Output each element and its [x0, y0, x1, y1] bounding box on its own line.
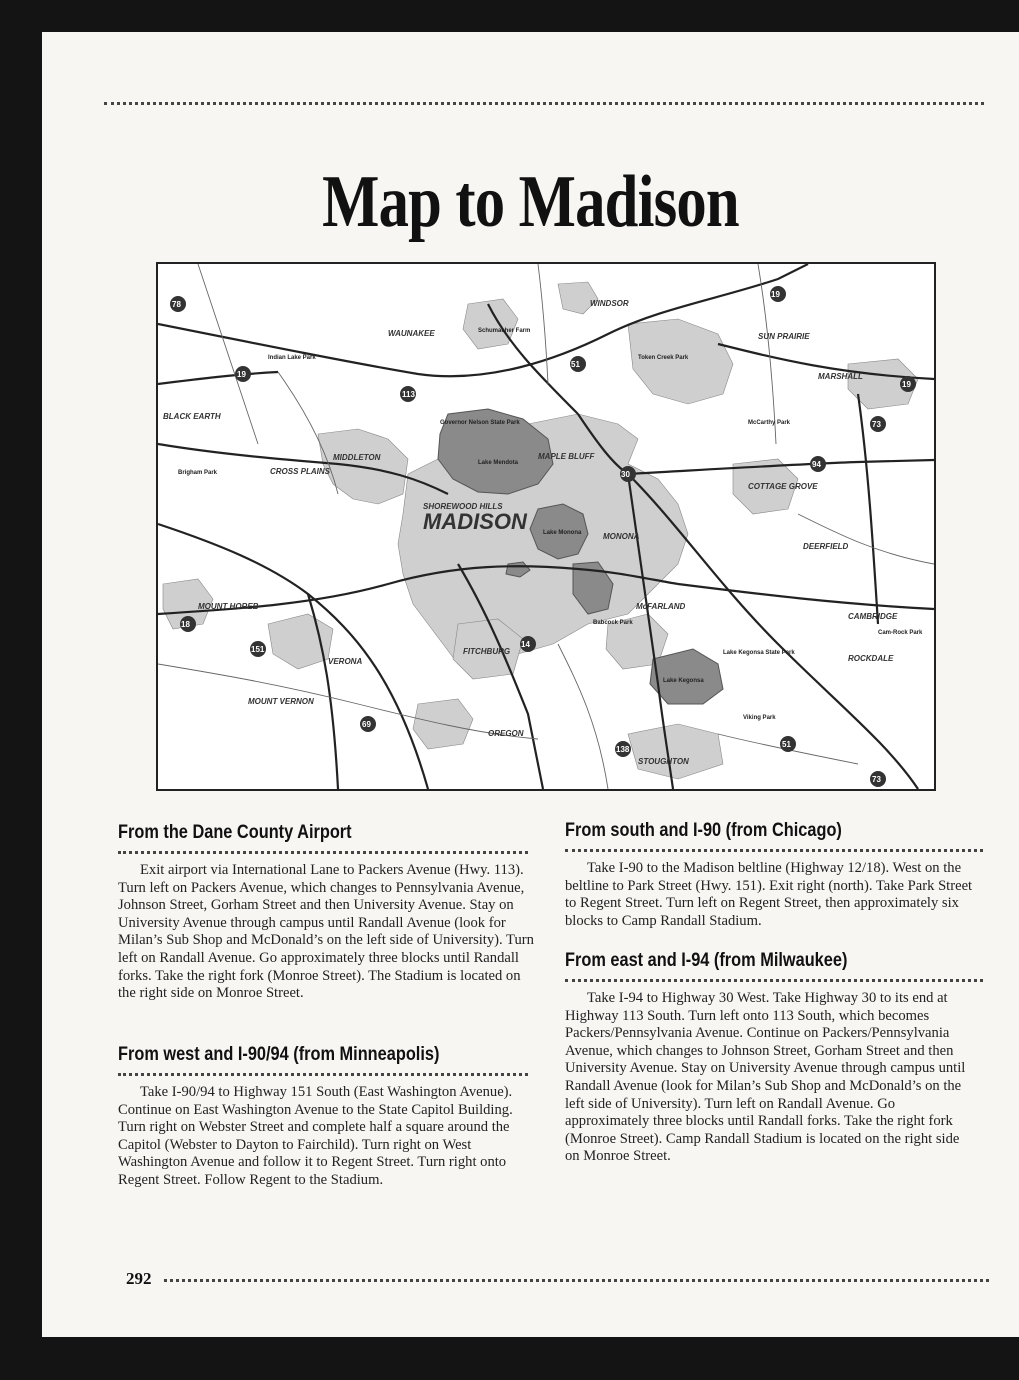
svg-text:94: 94 — [812, 460, 821, 469]
map-label-oregon: OREGON — [488, 729, 524, 738]
road-hwy12-18-east — [678, 584, 934, 609]
road-hwy18-west — [158, 372, 278, 384]
page-title: Map to Madison — [322, 161, 739, 243]
heading-south: From south and I-90 (from Chicago) — [565, 820, 842, 841]
map-label-mcfarland: McFARLAND — [636, 602, 686, 611]
heading-west: From west and I-90/94 (from Minneapolis) — [118, 1044, 440, 1065]
map-label-lake-mendota: Lake Mendota — [478, 460, 519, 466]
map-label-waunakee: WAUNAKEE — [388, 329, 435, 338]
svg-text:19: 19 — [902, 380, 911, 389]
map-label-shorewood-hills: SHOREWOOD HILLS — [423, 502, 503, 511]
sun-prairie-area — [628, 319, 733, 404]
map-label-middleton: MIDDLETON — [333, 453, 381, 462]
windsor-area — [558, 282, 598, 314]
map-label-babcock-park: Babcock Park — [593, 620, 633, 626]
svg-text:14: 14 — [521, 640, 530, 649]
svg-text:19: 19 — [237, 370, 246, 379]
south-directions: Take I-90 to the Madison beltline (Highway 12/18). West on the beltline to Park Street (Hwy. 151). Exit right (north). Take Park Street to Regent Street. Turn left on Regent Street, then approximately six blocks to Camp Randall Stadium. — [565, 860, 973, 929]
map-label-black-earth: BLACK EARTH — [163, 412, 221, 421]
map-label-cam-rock-park: Cam-Rock Park — [878, 630, 923, 636]
svg-text:113: 113 — [402, 390, 415, 399]
map-label-kegonsa-state-park: Lake Kegonsa State Park — [723, 650, 795, 656]
svg-text:30: 30 — [621, 470, 630, 479]
svg-text:73: 73 — [872, 775, 881, 784]
map-label-monona: MONONA — [603, 532, 640, 541]
heading-airport: From the Dane County Airport — [118, 822, 352, 843]
top-dotted-rule — [104, 102, 984, 105]
svg-text:78: 78 — [172, 300, 181, 309]
map-label-rockdale: ROCKDALE — [848, 654, 894, 663]
map-label-maple-bluff: MAPLE BLUFF — [538, 452, 595, 461]
map-label-stoughton: STOUGHTON — [638, 757, 689, 766]
map-label-lake-kegonsa: Lake Kegonsa — [663, 678, 704, 684]
map-label-brigham-park: Brigham Park — [178, 470, 218, 476]
page — [42, 32, 1019, 1337]
map-label-cottage-grove: COTTAGE GROVE — [748, 482, 818, 491]
stoughton-area — [628, 724, 723, 779]
map-label-mount-horeb: MOUNT HOREB — [198, 602, 259, 611]
map-label-token-creek-park: Token Creek Park — [638, 355, 689, 361]
heading-east: From east and I-94 (from Milwaukee) — [565, 950, 848, 971]
map-label-sun-prairie: SUN PRAIRIE — [758, 332, 810, 341]
svg-text:19: 19 — [771, 290, 780, 299]
map-label-mccarthy-park: McCarthy Park — [748, 420, 791, 426]
svg-text:69: 69 — [362, 720, 371, 729]
airport-dotted-rule — [118, 851, 528, 854]
map-label-windsor: WINDSOR — [590, 299, 629, 308]
east-dotted-rule — [565, 979, 983, 982]
map-svg — [158, 264, 934, 789]
svg-text:51: 51 — [571, 360, 580, 369]
map-label-marshall: MARSHALL — [818, 372, 863, 381]
lake-kegonsa — [650, 649, 723, 704]
page-number: 292 — [126, 1269, 152, 1288]
svg-text:151: 151 — [251, 645, 265, 654]
map-label-deerfield: DEERFIELD — [803, 542, 849, 551]
map-label-lake-monona: Lake Monona — [543, 530, 582, 536]
map-label-cross-plains: CROSS PLAINS — [270, 467, 331, 476]
west-dotted-rule — [118, 1073, 528, 1076]
svg-text:138: 138 — [616, 745, 630, 754]
east-directions: Take I-94 to Highway 30 West. Take Highway 30 to its end at Highway 113 South. Turn left onto 113 South, which becomes Packers/Pennsylvania Avenue. Continue on Packers/Pennsylvania Avenue, which changes to Johnson Street, Gorham Street and then University Avenue. Stay on University Avenue through campus until Randall Avenue (look for Milan’s Sub Shop and McDonald’s on the left side of University). Turn left on Randall Avenue. Go approximately three blocks until Randall forks. Take the right fork (Monroe Street). Camp Randall Stadium is located on the right side on Monroe Street. — [565, 990, 966, 1165]
west-directions: Take I-90/94 to Highway 151 South (East Washington Avenue). Continue on East Washington Avenue to the State Capitol Building. Turn right on Webster Street and complete half a square around the Capitol (Webster to Dayton to Fairchild). Turn right on West Washington Avenue and follow it to Regent Street. Turn right onto Regent Street. Follow Regent to the Stadium. — [118, 1084, 513, 1188]
south-dotted-rule — [565, 849, 983, 852]
svg-text:51: 51 — [782, 740, 791, 749]
map-label-indian-lake-park: Indian Lake Park — [268, 355, 316, 361]
map-label-verona: VERONA — [328, 657, 363, 666]
map-image — [156, 262, 936, 791]
footer-dotted-rule — [164, 1279, 989, 1282]
svg-text:73: 73 — [872, 420, 881, 429]
map-label-madison: MADISON — [423, 509, 527, 534]
map-label-schumacher-farm: Schumacher Farm — [478, 328, 531, 334]
map-label-viking-park: Viking Park — [743, 715, 776, 721]
airport-directions: Exit airport via International Lane to Packers Avenue (Hwy. 113). Turn left on Packers Avenue, which changes to Pennsylvania Avenue, Johnson Street, Gorham Street and then University Avenue. Stay on University Avenue through campus until Randall Avenue (look for Milan’s Sub Shop and McDonald’s on the left side of University). Turn left on Randall Avenue. Go approximately three blocks until Randall forks. Take the right fork (Monroe Street). The Stadium is located on the right side on Monroe Street. — [118, 862, 534, 1002]
map-label-fitchburg: FITCHBURG — [463, 647, 511, 656]
map-label-governor-nelson: Governor Nelson State Park — [440, 420, 520, 426]
map-label-mount-vernon: MOUNT VERNON — [248, 697, 314, 706]
svg-text:18: 18 — [181, 620, 190, 629]
map-label-cambridge: CAMBRIDGE — [848, 612, 898, 621]
